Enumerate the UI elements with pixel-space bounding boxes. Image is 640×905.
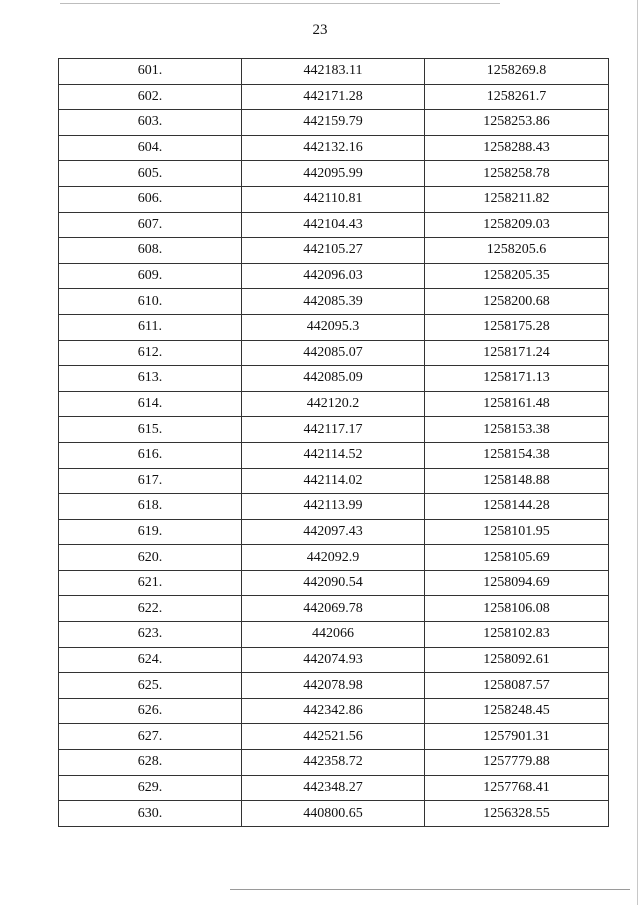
point-number-cell: 622. bbox=[59, 596, 242, 622]
y-coordinate-cell: 1258102.83 bbox=[425, 622, 609, 648]
point-number-cell: 630. bbox=[59, 801, 242, 827]
table-row bbox=[59, 391, 609, 417]
table-row bbox=[59, 724, 609, 750]
x-coordinate-cell: 442521.56 bbox=[242, 724, 425, 750]
point-number-cell: 625. bbox=[59, 673, 242, 699]
y-coordinate-cell: 1258175.28 bbox=[425, 314, 609, 340]
table-row bbox=[59, 186, 609, 212]
x-coordinate-cell: 442066 bbox=[242, 622, 425, 648]
y-coordinate-cell: 1257779.88 bbox=[425, 750, 609, 776]
y-coordinate-cell: 1258094.69 bbox=[425, 570, 609, 596]
point-number-cell: 629. bbox=[59, 775, 242, 801]
point-number-cell: 611. bbox=[59, 314, 242, 340]
point-number-cell: 618. bbox=[59, 494, 242, 520]
point-number-cell: 623. bbox=[59, 622, 242, 648]
x-coordinate-cell: 442095.99 bbox=[242, 161, 425, 187]
bottom-rule bbox=[230, 889, 630, 890]
point-number-cell: 615. bbox=[59, 417, 242, 443]
x-coordinate-cell: 442159.79 bbox=[242, 110, 425, 136]
point-number-cell: 605. bbox=[59, 161, 242, 187]
x-coordinate-cell: 442096.03 bbox=[242, 263, 425, 289]
x-coordinate-cell: 440800.65 bbox=[242, 801, 425, 827]
x-coordinate-cell: 442348.27 bbox=[242, 775, 425, 801]
y-coordinate-cell: 1258087.57 bbox=[425, 673, 609, 699]
x-coordinate-cell: 442092.9 bbox=[242, 545, 425, 571]
y-coordinate-cell: 1258261.7 bbox=[425, 84, 609, 110]
x-coordinate-cell: 442183.11 bbox=[242, 59, 425, 85]
x-coordinate-cell: 442110.81 bbox=[242, 186, 425, 212]
table-row bbox=[59, 289, 609, 315]
point-number-cell: 604. bbox=[59, 135, 242, 161]
point-number-cell: 613. bbox=[59, 366, 242, 392]
point-number-cell: 627. bbox=[59, 724, 242, 750]
table-row bbox=[59, 417, 609, 443]
point-number-cell: 601. bbox=[59, 59, 242, 85]
x-coordinate-cell: 442104.43 bbox=[242, 212, 425, 238]
table-row bbox=[59, 442, 609, 468]
page-number: 23 bbox=[312, 22, 328, 38]
table-row bbox=[59, 135, 609, 161]
y-coordinate-cell: 1258269.8 bbox=[425, 59, 609, 85]
y-coordinate-cell: 1258200.68 bbox=[425, 289, 609, 315]
x-coordinate-cell: 442085.09 bbox=[242, 366, 425, 392]
x-coordinate-cell: 442114.52 bbox=[242, 442, 425, 468]
point-number-cell: 617. bbox=[59, 468, 242, 494]
y-coordinate-cell: 1258148.88 bbox=[425, 468, 609, 494]
table-row bbox=[59, 238, 609, 264]
point-number-cell: 616. bbox=[59, 442, 242, 468]
x-coordinate-cell: 442132.16 bbox=[242, 135, 425, 161]
x-coordinate-cell: 442113.99 bbox=[242, 494, 425, 520]
y-coordinate-cell: 1258106.08 bbox=[425, 596, 609, 622]
table-row bbox=[59, 314, 609, 340]
point-number-cell: 614. bbox=[59, 391, 242, 417]
table-row bbox=[59, 468, 609, 494]
table-row bbox=[59, 59, 609, 85]
y-coordinate-cell: 1258248.45 bbox=[425, 698, 609, 724]
y-coordinate-cell: 1258205.6 bbox=[425, 238, 609, 264]
point-number-cell: 609. bbox=[59, 263, 242, 289]
table-row bbox=[59, 647, 609, 673]
table-row bbox=[59, 263, 609, 289]
y-coordinate-cell: 1258153.38 bbox=[425, 417, 609, 443]
top-rule bbox=[60, 3, 500, 4]
x-coordinate-cell: 442342.86 bbox=[242, 698, 425, 724]
point-number-cell: 608. bbox=[59, 238, 242, 264]
point-number-cell: 606. bbox=[59, 186, 242, 212]
y-coordinate-cell: 1257901.31 bbox=[425, 724, 609, 750]
table-row bbox=[59, 84, 609, 110]
point-number-cell: 628. bbox=[59, 750, 242, 776]
table-row bbox=[59, 596, 609, 622]
table-row bbox=[59, 570, 609, 596]
y-coordinate-cell: 1258171.13 bbox=[425, 366, 609, 392]
y-coordinate-cell: 1258154.38 bbox=[425, 442, 609, 468]
table-row bbox=[59, 698, 609, 724]
table-row bbox=[59, 775, 609, 801]
x-coordinate-cell: 442090.54 bbox=[242, 570, 425, 596]
y-coordinate-cell: 1258253.86 bbox=[425, 110, 609, 136]
x-coordinate-cell: 442120.2 bbox=[242, 391, 425, 417]
point-number-cell: 607. bbox=[59, 212, 242, 238]
x-coordinate-cell: 442114.02 bbox=[242, 468, 425, 494]
point-number-cell: 624. bbox=[59, 647, 242, 673]
y-coordinate-cell: 1258171.24 bbox=[425, 340, 609, 366]
point-number-cell: 621. bbox=[59, 570, 242, 596]
y-coordinate-cell: 1258205.35 bbox=[425, 263, 609, 289]
x-coordinate-cell: 442105.27 bbox=[242, 238, 425, 264]
y-coordinate-cell: 1258161.48 bbox=[425, 391, 609, 417]
table-row bbox=[59, 340, 609, 366]
y-coordinate-cell: 1258209.03 bbox=[425, 212, 609, 238]
x-coordinate-cell: 442358.72 bbox=[242, 750, 425, 776]
y-coordinate-cell: 1256328.55 bbox=[425, 801, 609, 827]
table-row bbox=[59, 161, 609, 187]
x-coordinate-cell: 442069.78 bbox=[242, 596, 425, 622]
table-row bbox=[59, 110, 609, 136]
y-coordinate-cell: 1258288.43 bbox=[425, 135, 609, 161]
x-coordinate-cell: 442095.3 bbox=[242, 314, 425, 340]
y-coordinate-cell: 1258211.82 bbox=[425, 186, 609, 212]
point-number-cell: 619. bbox=[59, 519, 242, 545]
y-coordinate-cell: 1257768.41 bbox=[425, 775, 609, 801]
point-number-cell: 602. bbox=[59, 84, 242, 110]
table-row bbox=[59, 622, 609, 648]
x-coordinate-cell: 442085.07 bbox=[242, 340, 425, 366]
point-number-cell: 603. bbox=[59, 110, 242, 136]
table-row bbox=[59, 801, 609, 827]
table-row bbox=[59, 545, 609, 571]
table-row bbox=[59, 750, 609, 776]
x-coordinate-cell: 442171.28 bbox=[242, 84, 425, 110]
x-coordinate-cell: 442085.39 bbox=[242, 289, 425, 315]
coordinates-table-body bbox=[59, 59, 609, 827]
y-coordinate-cell: 1258105.69 bbox=[425, 545, 609, 571]
table-row bbox=[59, 519, 609, 545]
point-number-cell: 612. bbox=[59, 340, 242, 366]
table-row bbox=[59, 494, 609, 520]
y-coordinate-cell: 1258092.61 bbox=[425, 647, 609, 673]
point-number-cell: 626. bbox=[59, 698, 242, 724]
coordinates-table bbox=[58, 58, 609, 827]
x-coordinate-cell: 442097.43 bbox=[242, 519, 425, 545]
page-edge bbox=[637, 0, 638, 905]
table-row bbox=[59, 212, 609, 238]
x-coordinate-cell: 442074.93 bbox=[242, 647, 425, 673]
table-row bbox=[59, 366, 609, 392]
y-coordinate-cell: 1258258.78 bbox=[425, 161, 609, 187]
x-coordinate-cell: 442078.98 bbox=[242, 673, 425, 699]
point-number-cell: 620. bbox=[59, 545, 242, 571]
point-number-cell: 610. bbox=[59, 289, 242, 315]
x-coordinate-cell: 442117.17 bbox=[242, 417, 425, 443]
table-row bbox=[59, 673, 609, 699]
y-coordinate-cell: 1258144.28 bbox=[425, 494, 609, 520]
y-coordinate-cell: 1258101.95 bbox=[425, 519, 609, 545]
